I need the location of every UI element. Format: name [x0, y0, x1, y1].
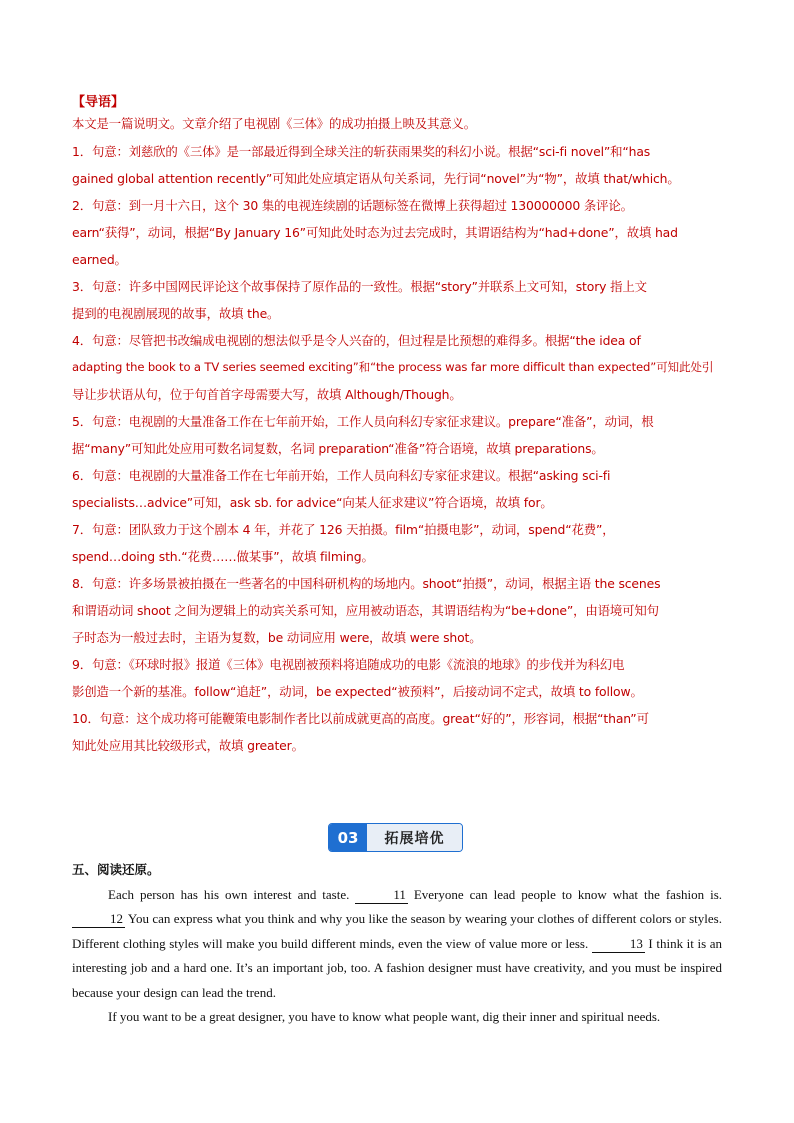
- sentence: I think it is an interesting job and a hard one. It’s an important job, too. A fashion designer must have creativity, and you must be inspired because your design can lead the trend.: [72, 935, 723, 1000]
- explanation-line: 据“many”可知此处应用可数名词复数，名词 preparation“准备”符合语境，故填 preparations。: [72, 441, 604, 456]
- explanation-line: 影创造一个新的基准。follow“追赶”，动词，be expected“被预料”，后接动词不定式，故填 to follow。: [72, 684, 643, 699]
- explanation-line: 5．句意：电视剧的大量准备工作在七年前开始，工作人员向科幻专家征求建议。prepare“准备”，动词，根: [72, 414, 654, 429]
- explanation-line: 2．句意：到一月十六日，这个 30 集的电视连续剧的话题标签在微博上获得超过 130000000 条评论。: [72, 198, 633, 213]
- explanation-line: 1．句意：刘慈欣的《三体》是一部最近得到全球关注的斩获雨果奖的科幻小说。根据“sci-fi novel”和“has: [72, 144, 651, 159]
- explanation-line: 和谓语动词 shoot 之间为逻辑上的动宾关系可知，应用被动语态，其谓语结构为“be+done”，由语境可知句: [72, 603, 659, 618]
- explanation-line: 8．句意：许多场景被拍摄在一些著名的中国科研机构的场地内。shoot“拍摄”，动词，根据主语 the scenes: [72, 576, 661, 591]
- explanation-line: gained global attention recently”可知此处应填定语从句关系词，先行词“novel”为“物”，故填 that/which。: [72, 171, 680, 186]
- reading-title: 五、阅读还原。: [72, 862, 160, 877]
- explanation-line: 10．句意：这个成功将可能鞭策电影制作者比以前成就更高的高度。great“好的”，形容词，根据“than”可: [72, 711, 649, 726]
- explanation-line: 4．句意：尽管把书改编成电视剧的想法似乎是令人兴奋的，但过程是比预想的难得多。根据“the idea of: [72, 333, 641, 348]
- explanation-line: 子时态为一般过去时，主语为复数，be 动词应用 were，故填 were shot。: [72, 630, 482, 645]
- explanation-line: 知此处应用其比较级形式，故填 greater。: [72, 738, 304, 753]
- explanation-line: earn“获得”，动词，根据“By January 16”可知此处时态为过去完成时，其谓语结构为“had+done”，故填 had: [72, 225, 678, 240]
- blank-13[interactable]: 13: [592, 936, 645, 953]
- explanation-line: specialists…advice”可知，ask sb. for advice“向某人征求建议”符合语境，故填 for。: [72, 495, 553, 510]
- reading-section: [72, 860, 722, 1029]
- section-title: 拓展培优: [367, 824, 462, 851]
- answer-explanations: [72, 138, 724, 759]
- explanation-line: spend…doing sth.“花费……做某事”，故填 filming。: [72, 549, 374, 564]
- explanation-line: 提到的电视剧展现的故事，故填 the。: [72, 306, 280, 321]
- reading-paragraph-1: [72, 883, 722, 1005]
- sentence: You can express what you think and why you like the season by wearing your clothes of different colors or styles. Different clothing styles will make you build different minds, even the view of value more or less.: [72, 911, 722, 951]
- sentence: Each person has his own interest and taste.: [108, 887, 356, 902]
- explanation-line: 导让步状语从句，位于句首首字母需要大写，故填 Although/Though。: [72, 387, 462, 402]
- explanation-line: 7．句意：团队致力于这个剧本 4 年，并花了 126 天拍摄。film“拍摄电影”，动词，spend“花费”，: [72, 522, 615, 537]
- sentence: Everyone can lead people to know what the fashion is.: [407, 887, 722, 902]
- blank-12[interactable]: 12: [72, 911, 125, 928]
- explanation-line: earned。: [72, 252, 127, 267]
- explanation-line: 6．句意：电视剧的大量准备工作在七年前开始，工作人员向科幻专家征求建议。根据“asking sci-fi: [72, 468, 611, 483]
- section-number: 03: [329, 824, 367, 851]
- explanation-line: adapting the book to a TV series seemed exciting”和“the process was far more difficult than expected”可知此处引: [72, 360, 714, 374]
- section-badge: [328, 823, 463, 852]
- guide-intro: 本文是一篇说明文。文章介绍了电视剧《三体》的成功拍摄上映及其意义。: [72, 116, 476, 131]
- reading-paragraph-2: If you want to be a great designer, you have to know what people want, dig their inner and spiritual needs.: [108, 1009, 661, 1025]
- blank-11[interactable]: 11: [355, 887, 408, 904]
- explanation-line: 3．句意：许多中国网民评论这个故事保持了原作品的一致性。根据“story”并联系上文可知，story 指上文: [72, 279, 647, 294]
- guide-header: 【导语】: [72, 95, 125, 110]
- guide-section: [72, 93, 724, 759]
- explanation-line: 9．句意：《环球时报》报道《三体》电视剧被预料将追随成功的电影《流浪的地球》的步伐并为科幻电: [72, 657, 625, 672]
